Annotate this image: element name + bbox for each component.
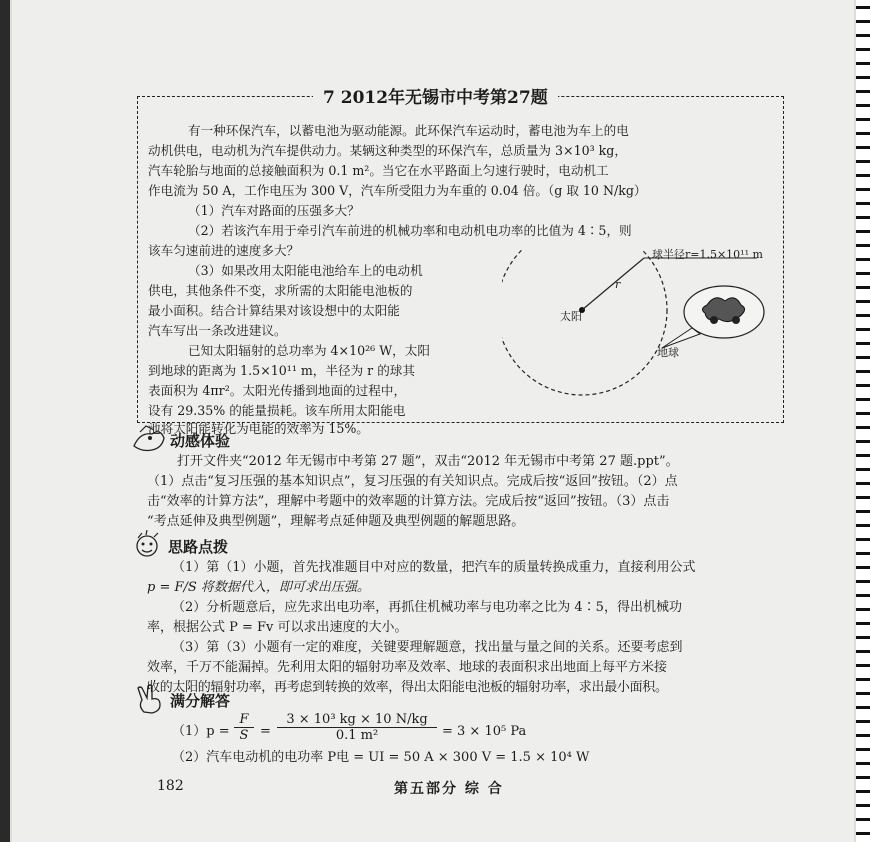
problem-line: 该车匀速前进的速度多大？: [148, 243, 300, 258]
question-3: （3）如果改用太阳能电池给车上的电动机: [188, 263, 423, 278]
part-title: 第五部分 综 合: [394, 781, 504, 797]
thinking-line: 效率，千万不能漏掉。先利用太阳的辐射功率及效率、地球的表面积求出地面上每平方米接: [147, 660, 668, 675]
answer-1-result: = 3 × 10⁵ Pa: [442, 724, 527, 739]
book-page: [12, 0, 854, 842]
thinking-line: （2）分析题意后，应先求出电功率，再抓住机械功率与电功率之比为 4∶5，得出机械功: [172, 600, 682, 615]
dynamic-line: “考点延伸及典型例题”，理解考点延伸题及典型例题的解题思路。: [147, 514, 525, 529]
problem-line: 池将太阳能转化为电能的效率为 15%。: [148, 421, 369, 436]
radius-label: 球半径r=1.5×10¹¹ m: [652, 248, 763, 261]
fraction-values: [277, 712, 437, 743]
car-wheel: [732, 316, 740, 324]
thinking-line: 率，根据公式 P = Fv 可以求出速度的大小。: [147, 620, 408, 635]
problem-line: 到地球的距离为 1.5×10¹¹ m，半径为 r 的球其: [148, 363, 415, 378]
scan-edge-right: [856, 0, 870, 842]
orbit-figure: [502, 250, 772, 420]
problem-line: 作电流为 50 A，工作电压为 300 V，汽车所受阻力为车重的 0.04 倍。（g 取 10 N/kg）: [148, 183, 647, 198]
dynamic-line: 击“效率的计算方法”，理解中考题中的效率题的计算方法。完成后按“返回”按钮。（3）点击: [147, 494, 670, 509]
question-2: （2）若该汽车用于牵引汽车前进的机械功率和电动机电功率的比值为 4∶5，则: [188, 223, 632, 238]
problem-title: 7 2012年无锡市中考第27题: [313, 83, 558, 108]
radius-line: [582, 258, 644, 310]
fraction-F-over-S: [234, 712, 254, 743]
equals-sign: =: [260, 724, 271, 739]
dynamic-line: 打开文件夹“2012 年无锡市中考第 27 题”，双击“2012 年无锡市中考第 27 题.ppt”。: [177, 454, 679, 469]
answer-1-prefix: （1）p =: [172, 724, 230, 739]
problem-line: 汽车写出一条改进建议。: [148, 323, 287, 338]
r-label: r: [615, 278, 621, 291]
victory-hand-icon: [134, 684, 166, 714]
section-heading-thinking: 思路点拨: [168, 538, 229, 556]
problem-line: 有一种环保汽车，以蓄电池为驱动能源。此环保汽车运动时，蓄电池为车上的电: [188, 123, 629, 138]
orbit-circle: [502, 250, 667, 395]
section-heading-answer: 满分解答: [170, 692, 231, 710]
thinking-line: p = F/S 将数据代入，即可求出压强。: [147, 580, 370, 595]
thinking-line: （1）第（1）小题，首先找准题目中对应的数量，把汽车的质量转换成重力，直接利用公式: [172, 560, 696, 575]
fraction-numerator: F: [239, 712, 249, 727]
dynamic-line: （1）点击“复习压强的基本知识点”，复习压强的有关知识点。完成后按“返回”按钮。（2）点: [147, 474, 678, 489]
mascot-icon: [130, 424, 166, 454]
thinking-face-icon: [132, 530, 164, 560]
car-wheel: [710, 316, 718, 324]
answer-2-line: （2）汽车电动机的电功率 P电 = UI = 50 A × 300 V = 1.5 × 10⁴ W: [172, 750, 590, 765]
page-number: 182: [157, 778, 184, 794]
fraction-denominator: S: [234, 727, 254, 743]
thinking-line: （3）第（3）小题有一定的难度，关键要理解题意，找出量与量之间的关系。还要考虑到: [172, 640, 683, 655]
fraction-denominator: 0.1 m²: [277, 727, 437, 743]
problem-line: 设有 29.35% 的能量损耗。该车所用太阳能电: [148, 403, 406, 418]
fraction-numerator: 3 × 10³ kg × 10 N/kg: [286, 712, 428, 727]
problem-line: 动机供电，电动机为汽车提供动力。某辆这种类型的环保汽车，总质量为 3×10³ kg，: [148, 143, 627, 158]
sun-earth-diagram: [502, 250, 772, 420]
earth-label: 地球: [657, 346, 679, 359]
question-1: （1）汽车对路面的压强多大？: [188, 203, 360, 218]
scan-edge-left: [0, 0, 10, 842]
problem-line: 已知太阳辐射的总功率为 4×10²⁶ W，太阳: [188, 343, 430, 358]
problem-line: 表面积为 4πr²。太阳光传播到地面的过程中，: [148, 383, 407, 398]
problem-line: 汽车轮胎与地面的总接触面积为 0.1 m²。当它在水平路面上匀速行驶时，电动机工: [148, 163, 609, 178]
sun-label: 太阳: [560, 310, 582, 323]
problem-line: 最小面积。结合计算结果对该设想中的太阳能: [148, 303, 400, 318]
problem-line: 供电，其他条件不变，求所需的太阳能电池板的: [148, 283, 413, 298]
section-heading-dynamic: 动感体验: [170, 432, 231, 450]
thinking-line: 收的太阳的辐射功率，再考虑到转换的效率，得出太阳能电池板的辐射功率，求出最小面积。: [147, 680, 668, 695]
